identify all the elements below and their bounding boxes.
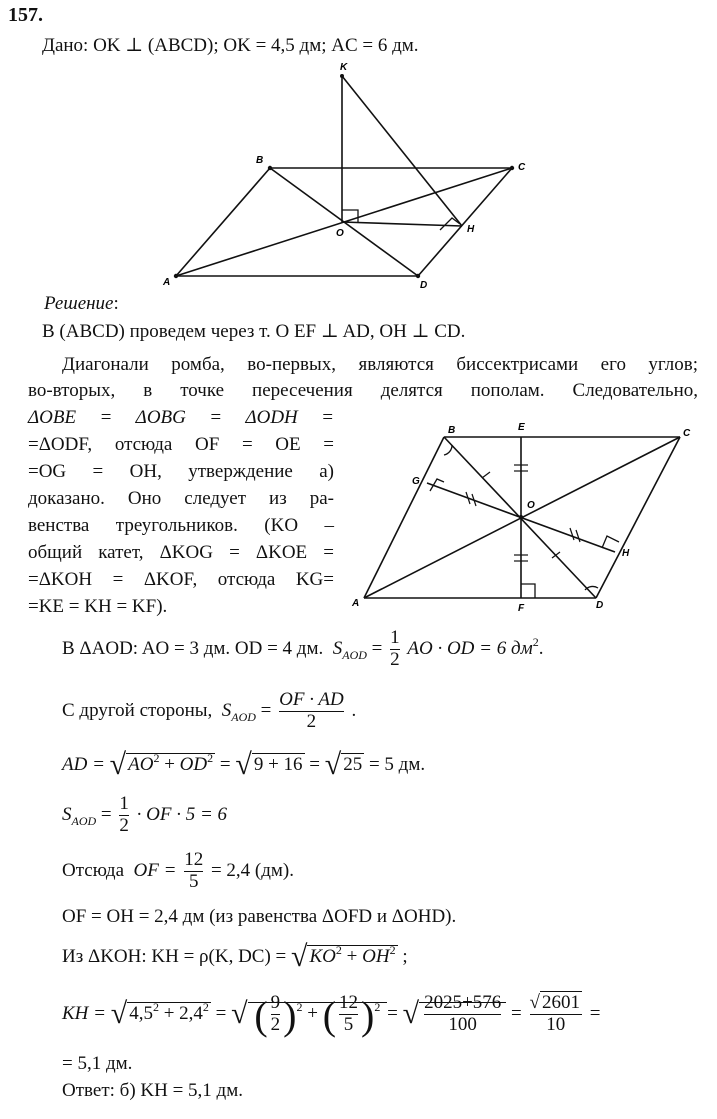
equation-5: Отсюда OF = $\frac{12}{5}$ = 2,4 (дм). — [62, 849, 294, 892]
side-CD — [596, 437, 680, 598]
para-line-10: =KE = KH = KF). — [28, 596, 168, 617]
label2-H: H — [622, 548, 630, 559]
answer-line: Ответ: б) KH = 5,1 дм. — [62, 1080, 243, 1101]
label-A: A — [163, 277, 171, 288]
problem-number: 157. — [8, 4, 43, 26]
right-angle-F — [521, 584, 535, 598]
label2-B: B — [448, 425, 456, 436]
para-line-8: общий катет, ΔKOG = ΔKOE = — [28, 542, 334, 563]
equation-7: Из ΔKOH: KH = ρ(K, DC) = √ $KO^2 + OH^2$ ; — [62, 940, 408, 973]
label-O: O — [336, 228, 344, 239]
equation-1: В ΔAOD: AO = 3 дм. OD = 4 дм. $S_{AOD}$ = $\frac{1}{2}$ AO · OD = 6 $дм^2$. — [62, 627, 544, 670]
label-B: B — [256, 155, 264, 166]
solution-heading: Решение: — [44, 293, 119, 314]
label-K: K — [340, 62, 348, 73]
label2-E: E — [518, 422, 525, 433]
side-AB — [364, 437, 444, 598]
para-line-5: =OG = OH, утверждение а) — [28, 461, 334, 482]
label2-C: C — [683, 428, 691, 439]
para-line-7: венства треугольников. (KO – — [28, 515, 334, 536]
equation-8: KH = √ $4,5^2 + 2,4^2$ = √ ( $\frac{9}{2}$ )$^2$ + ( $\frac{12}{5}$ )$^2$ = √ $\frac{2025+576}{100}$ = $\frac{√ 2601}{10}$ = — [62, 992, 601, 1038]
label-H: H — [467, 224, 475, 235]
label2-O: O — [527, 500, 535, 511]
given-statement: Дано: OK ⊥ (ABCD); OK = 4,5 дм; AC = 6 дм. — [42, 35, 419, 56]
label-C: C — [518, 162, 526, 173]
equation-9: = 5,1 дм. — [62, 1053, 133, 1074]
para-line-4: =ΔODF, отсюда OF = OE = — [28, 434, 334, 455]
construction-line: В (ABCD) проведем через т. O EF ⊥ AD, OH ⊥ CD. — [42, 321, 466, 342]
equation-3: AD = √ $AO^2 + OD^2$ = √ 9 + 16 = √ 25 = 5 дм. — [62, 748, 426, 781]
equation-6: OF = OH = 2,4 дм (из равенства ΔOFD и ΔOHD). — [62, 906, 457, 927]
para-line-9: =ΔKOH = ΔKOF, отсюда KG= — [28, 569, 334, 590]
label2-A: A — [352, 598, 360, 609]
label2-G: G — [412, 476, 420, 487]
para-line-1: Диагонали ромба, во-первых, являются биссектрисами его углов; — [62, 354, 698, 375]
para-line-2: во-вторых, в точке пересечения делятся пополам. Следовательно, — [28, 380, 698, 401]
label2-D: D — [596, 600, 604, 611]
right-angle-H2 — [602, 536, 619, 548]
equation-4: $S_{AOD}$ = $\frac{1}{2}$ · OF · 5 = 6 — [62, 793, 228, 836]
label-D: D — [420, 280, 428, 291]
angle-mark-B — [444, 445, 452, 455]
para-line-6: доказано. Оно следует из ра- — [28, 488, 334, 509]
para-line-3: ΔOBE = ΔOBG = ΔODH = — [28, 407, 334, 428]
equation-2: С другой стороны, $S_{AOD}$ = $\frac{OF \cdot AD}{2}$ . — [62, 689, 357, 732]
label2-F: F — [518, 603, 525, 614]
